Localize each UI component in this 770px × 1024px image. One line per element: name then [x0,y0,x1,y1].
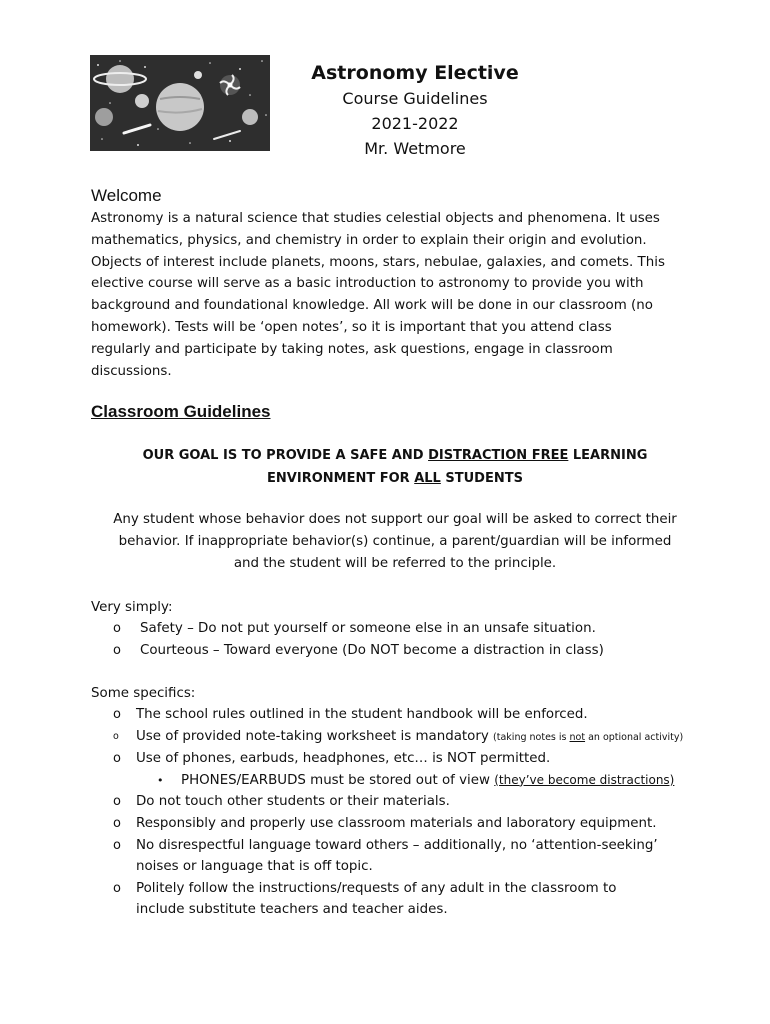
guidelines-heading: Classroom Guidelines [91,402,271,421]
list-item-text: Responsibly and properly use classroom materials and laboratory equipment. [136,815,657,831]
school-year: 2021-2022 [371,114,459,133]
list-item-text: Do not touch other students or their materials. [136,794,450,810]
welcome-line: elective course will serve as a basic introduction to astronomy to provide you with [91,276,644,292]
hollow-bullet-icon: o [113,642,121,658]
worksheet-note-text: an optional activity) [585,731,684,743]
list-item-text: Safety – Do not put yourself or someone else in an unsafe situation. [140,621,596,636]
welcome-line: background and foundational knowledge. All work will be done in our classroom (no [91,298,653,314]
hollow-bullet-icon: o [113,621,121,636]
list-item [0,726,711,749]
list-item [0,618,710,640]
list-item-continuation [0,856,711,878]
teacher-name: Mr. Wetmore [364,139,466,158]
list-item [0,813,711,835]
goal-emphasis: ALL [414,471,441,486]
goal-statement [95,444,695,490]
warning-line: Any student whose behavior does not support our goal will be asked to correct their [113,512,677,527]
phones-note: (they’ve become distractions) [494,772,675,787]
welcome-paragraph [91,208,681,382]
welcome-line: Astronomy is a natural science that studies celestial objects and phenomena. It uses [91,211,660,226]
list-item [0,704,711,726]
very-simply-list [0,618,710,661]
list-item-text: Courteous – Toward everyone (Do NOT become a distraction in class) [140,642,604,658]
goal-text: STUDENTS [440,471,523,486]
list-item-text: Use of phones, earbuds, headphones, etc… is NOT permitted. [136,751,551,767]
list-item [0,835,711,857]
goal-text: OUR GOAL IS TO PROVIDE A SAFE AND [142,448,429,463]
welcome-heading: Welcome [91,186,162,205]
goal-line-2 [95,467,695,490]
list-item-text: Politely follow the instructions/requests of any adult in the classroom to [136,880,617,896]
list-item-text: noises or language that is off topic. [136,859,373,875]
list-item-continuation [0,899,711,921]
hollow-bullet-icon: o [113,880,121,896]
sub-list-item-text [181,770,711,792]
welcome-line: Objects of interest include planets, moons, stars, nebulae, galaxies, and comets. This [91,254,665,270]
phones-rule-text: PHONES/EARBUDS must be stored out of view [181,772,495,788]
behavior-warning [95,509,695,575]
goal-text: LEARNING [568,448,648,463]
list-item-text: No disrespectful language toward others – additionally, no ‘attention-seeking’ [136,837,658,853]
specifics-label: Some specifics: [91,686,196,701]
list-item-text [136,726,706,749]
list-item-text: include substitute teachers and teacher aides. [136,902,448,918]
warning-line: and the student will be referred to the principle. [233,556,557,571]
hollow-bullet-icon: o [113,794,121,810]
list-item [0,878,711,900]
hollow-bullet-icon: o [113,707,121,722]
warning-line: behavior. If inappropriate behavior(s) continue, a parent/guardian will be informed [118,534,672,549]
welcome-line: mathematics, physics, and chemistry in order to explain their origin and evolution. [91,232,647,248]
welcome-line: regularly and participate by taking notes, ask questions, engage in classroom [91,341,613,357]
list-item [0,791,711,813]
worksheet-note-emphasis: not [569,731,586,743]
worksheet-note [493,732,683,743]
goal-text: ENVIRONMENT FOR [267,471,415,486]
goal-line-1 [95,444,695,467]
welcome-line: homework). Tests will be ‘open notes’, so it is important that you attend class [91,319,612,335]
list-item [0,748,711,770]
hollow-bullet-icon: o [113,751,121,767]
list-item-text: The school rules outlined in the student handbook will be enforced. [136,707,588,722]
goal-emphasis: DISTRACTION FREE [428,448,569,463]
welcome-line: discussions. [91,363,172,379]
title-block [280,60,550,161]
hollow-bullet-icon: o [113,730,119,742]
astronomy-clipart-image [90,55,270,151]
document-subtitle: Course Guidelines [342,89,488,108]
very-simply-label: Very simply: [91,600,173,615]
list-item [0,640,710,662]
worksheet-note-text: (taking notes is [493,731,570,743]
worksheet-rule-text: Use of provided note-taking worksheet is mandatory [136,728,489,744]
sub-list-item [0,770,711,792]
hollow-bullet-icon: o [113,837,121,853]
hollow-bullet-icon: o [113,815,121,831]
document-title: Astronomy Elective [311,62,519,84]
filled-bullet-icon: • [157,773,164,787]
specifics-list [0,704,711,921]
